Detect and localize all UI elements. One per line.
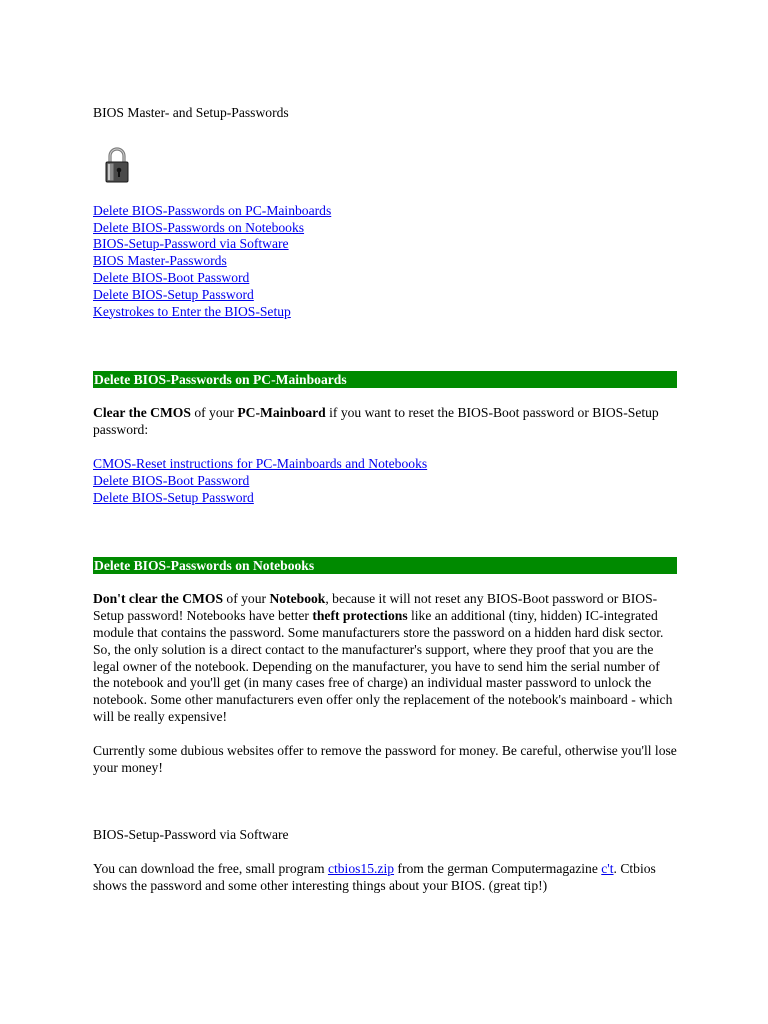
section-software-paragraph: You can download the free, small program ctbios15.zip from the german Computermagazine c't. Ctbios shows the password and some other interesting things about your BIOS. (great tip!) (93, 861, 656, 893)
link-cmos-reset-instructions[interactable]: CMOS-Reset instructions for PC-Mainboards and Notebooks (93, 455, 428, 471)
section-notebooks-paragraph: Don't clear the CMOS of your Notebook, because it will not reset any BIOS-Boot password or BIOS-Setup password! Notebooks have better theft protections like an additional (tiny, hidden) IC-integrated module that contains the password. Some manufacturers store the password on a hidden hard disk sector. So, the only solution is a direct contact to the manufacturer's support, where they proof that you are the legal owner of the notebook. Depending on the manufacturer, you have to send him the serial number of the notebook and you'll get (in many cases free of charge) an individual master password to unlock the notebook. Some other manufacturers even offer only the replacement of the notebook's mainboard - which will be really expensive! (93, 591, 673, 724)
bold-pc-mainboard: PC-Mainboard (237, 405, 326, 421)
table-of-contents (93, 203, 678, 321)
toc-link-master-passwords[interactable]: BIOS Master-Passwords (93, 253, 227, 269)
page-title: BIOS Master- and Setup-Passwords (93, 105, 289, 120)
bold-theft-protections: theft protections (312, 608, 408, 624)
toc-link-pc-mainboards[interactable]: Delete BIOS-Passwords on PC-Mainboards (93, 202, 332, 218)
link-ctbios-zip[interactable]: ctbios15.zip (327, 861, 395, 877)
section-pc-mainboards-paragraph: Clear the CMOS of your PC-Mainboard if you want to reset the BIOS-Boot password or BIOS-Setup password: (93, 405, 659, 438)
toc-link-keystrokes[interactable]: Keystrokes to Enter the BIOS-Setup (93, 303, 291, 319)
lock-icon (103, 146, 131, 184)
link-delete-boot-password[interactable]: Delete BIOS-Boot Password (93, 472, 250, 488)
section-heading-notebooks: Delete BIOS-Passwords on Notebooks (93, 557, 677, 574)
toc-link-boot-password[interactable]: Delete BIOS-Boot Password (93, 269, 250, 285)
link-delete-setup-password[interactable]: Delete BIOS-Setup Password (93, 489, 254, 505)
section-heading-pc-mainboards: Delete BIOS-Passwords on PC-Mainboards (93, 371, 677, 388)
section-pc-mainboards-links (93, 456, 678, 506)
bold-clear-cmos: Clear the CMOS (93, 405, 191, 421)
toc-link-software[interactable]: BIOS-Setup-Password via Software (93, 236, 289, 252)
section-heading-software: BIOS-Setup-Password via Software (93, 827, 289, 843)
bold-dont-clear-cmos: Don't clear the CMOS (93, 591, 224, 607)
section-notebooks-warning: Currently some dubious websites offer to remove the password for money. Be careful, otherwise you'll lose your money! (93, 742, 677, 775)
toc-link-setup-password[interactable]: Delete BIOS-Setup Password (93, 286, 254, 302)
document-page (93, 105, 678, 895)
toc-link-notebooks[interactable]: Delete BIOS-Passwords on Notebooks (93, 219, 305, 235)
bold-notebook: Notebook (269, 591, 326, 607)
link-ct-magazine[interactable]: c't (601, 861, 614, 877)
